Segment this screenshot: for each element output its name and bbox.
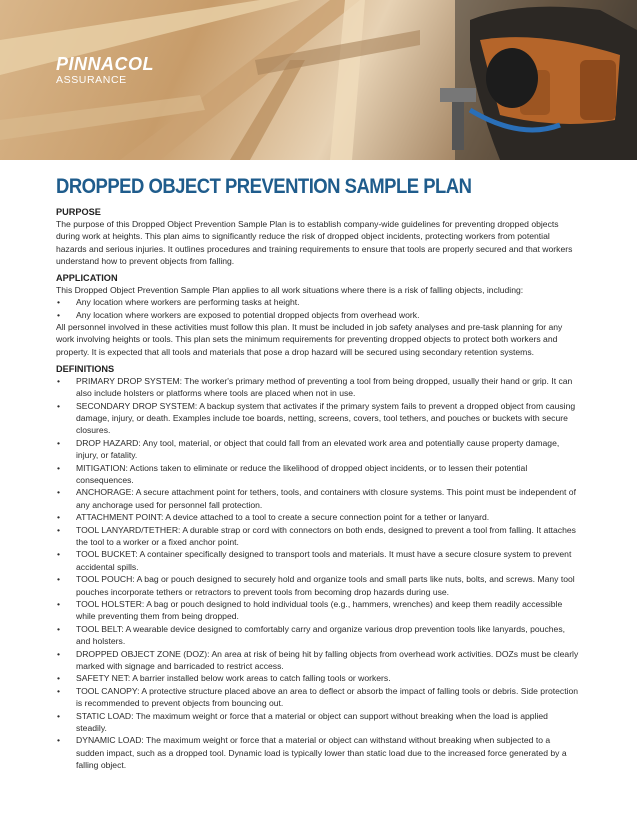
document-body <box>0 174 637 771</box>
application-text: All personnel involved in these activities must follow this plan. It must be included in job safety analyses and pre-task planning for any work involving heights or tools. This plan sets the minimum requirements for preventing dropped objects to protect both workers and property. It is expected that all tools and materials that pose a drop hazard will be secured using secondary retention systems. <box>56 322 563 357</box>
definition-item: • TOOL CANOPY: A protective structure placed above an area to deflect or absorb the impact of falling tools or debris. Side protection is recommended to prevent objects from bouncing out. <box>56 685 579 710</box>
purpose-text: The purpose of this Dropped Object Prevention Sample Plan is to establish company-wide guidelines for preventing dropped objects during work at heights. This plan aims to significantly reduce the risk of dropped object incidents, protecting workers from potential hazards and serious injuries. It outlines procedures and training requirements to ensure that tools are properly secured and that workers understand how to prevent objects from falling. <box>56 219 573 266</box>
definition-item: • DROPPED OBJECT ZONE (DOZ): An area at risk of being hit by falling objects from overhead work activities. DOZs must be clearly marked with signage and barricaded to restrict access. <box>56 648 579 673</box>
page-title: DROPPED OBJECT PREVENTION SAMPLE PLAN <box>56 174 472 198</box>
definition-item: • PRIMARY DROP SYSTEM: The worker's primary method of preventing a tool from being dropped, usually their hand or grip. It can also include holsters or platforms where tools are placed when not in use. <box>56 375 579 400</box>
list-item: • Any location where workers are exposed to potential dropped objects from overhead work. <box>56 309 579 321</box>
definition-item: • DROP HAZARD: Any tool, material, or object that could fall from an elevated work area and potentially cause property damage, injury, or fatality. <box>56 437 579 462</box>
definition-item: • TOOL POUCH: A bag or pouch designed to securely hold and organize tools and small parts like nuts, bolts, and screws. Many tool pouches incorporate tethers or retractors to prevent tools from becoming drop hazards during use. <box>56 573 579 598</box>
definition-item: • TOOL HOLSTER: A bag or pouch designed to hold individual tools (e.g., hammers, wrenches) and keep them readily accessible while preventing them from being dropped. <box>56 598 579 623</box>
definitions-heading: DEFINITIONS <box>56 363 115 374</box>
definition-item: • ANCHORAGE: A secure attachment point for tethers, tools, and containers with closure systems. This point must be independent of any anchorage used for personnel fall protection. <box>56 486 579 511</box>
definition-item: • STATIC LOAD: The maximum weight or force that a material or object can support without breaking when the load is applied steadily. <box>56 710 579 735</box>
application-list <box>56 296 579 321</box>
definition-item: • SECONDARY DROP SYSTEM: A backup system that activates if the primary system fails to prevent a dropped object from causing damage, injury, or death. Examples include toe boards, netting, screens, covers, tool tethers, and pouches or buckets with secure closures. <box>56 400 579 437</box>
purpose-heading: PURPOSE <box>56 207 101 217</box>
list-item: • Any location where workers are performing tasks at height. <box>56 296 579 308</box>
definition-item: • SAFETY NET: A barrier installed below work areas to catch falling tools or workers. <box>56 672 579 684</box>
pinnacol-logo <box>56 54 154 86</box>
definition-item: • ATTACHMENT POINT: A device attached to a tool to create a secure connection point for a tether or lanyard. <box>56 511 579 523</box>
logo-name: PINNACOL <box>56 54 154 74</box>
definitions-list <box>56 375 579 771</box>
hero-photo <box>0 0 637 160</box>
application-heading: APPLICATION <box>56 273 118 284</box>
definition-item: • MITIGATION: Actions taken to eliminate or reduce the likelihood of dropped object incidents, or to lessen their potential consequences. <box>56 462 579 487</box>
definition-item: • TOOL BUCKET: A container specifically designed to transport tools and materials. It must have a secure closure system to prevent accidental spills. <box>56 548 579 573</box>
definition-item: • TOOL LANYARD/TETHER: A durable strap or cord with connectors on both ends, designed to prevent a tool from falling. It attaches the tool to a worker or a fixed anchor point. <box>56 524 579 549</box>
definition-item: • DYNAMIC LOAD: The maximum weight or force that a material or object can withstand without breaking when subjected to a sudden impact, such as a dropped tool. Dynamic load is typically lower than static load due to the increased force generated by a falling object. <box>56 734 579 771</box>
definition-item: • TOOL BELT: A wearable device designed to comfortably carry and organize various drop prevention tools like lanyards, pouches, and holsters. <box>56 623 579 648</box>
application-intro: This Dropped Object Prevention Sample Plan applies to all work situations where there is a risk of falling objects, including: <box>56 285 524 296</box>
logo-subtitle: ASSURANCE <box>56 74 127 86</box>
